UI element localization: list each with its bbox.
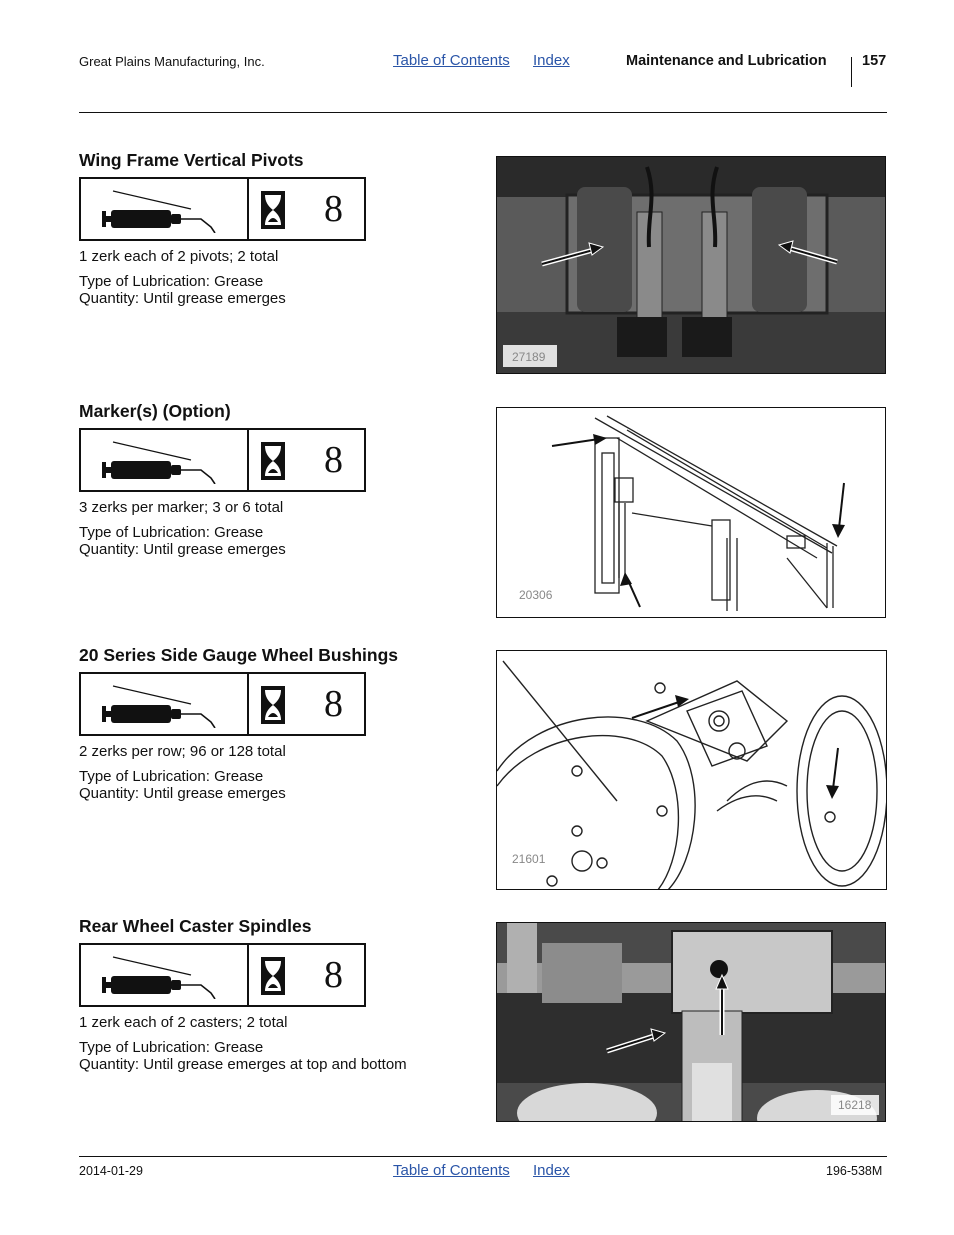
interval-hours: 8 [324, 188, 343, 230]
lube-interval-box [79, 428, 366, 492]
company-name: Great Plains Manufacturing, Inc. [79, 54, 265, 69]
zerk-count: 3 zerks per marker; 3 or 6 total [79, 499, 284, 516]
grease-gun-cell [81, 179, 249, 239]
hourglass-icon [261, 686, 285, 724]
grease-gun-icon [99, 438, 229, 484]
interval-hours: 8 [324, 439, 343, 481]
lubrication-type: Type of Lubrication: Grease [79, 1039, 264, 1056]
section-name: Maintenance and Lubrication [626, 53, 827, 69]
lubrication-quantity: Quantity: Until grease emerges [79, 541, 286, 558]
header-divider [851, 57, 852, 87]
lubrication-type: Type of Lubrication: Grease [79, 768, 264, 785]
interval-cell [249, 179, 364, 239]
lubrication-quantity: Quantity: Until grease emerges at top and bottom [79, 1056, 407, 1073]
zerk-count: 2 zerks per row; 96 or 128 total [79, 743, 286, 760]
lube-interval-box [79, 943, 366, 1007]
figure-number: 27189 [512, 350, 546, 364]
footer-index-link[interactable]: Index [533, 1162, 570, 1179]
figure-number: 20306 [519, 588, 553, 602]
figure-rear-wheel-casters [496, 922, 886, 1122]
caster-spindle-photo [497, 923, 886, 1122]
footer-rule [79, 1156, 887, 1157]
publication-date: 2014-01-29 [79, 1164, 143, 1178]
interval-hours: 8 [324, 683, 343, 725]
figure-number: 21601 [512, 852, 546, 866]
section-markers [79, 401, 499, 558]
lube-interval-box [79, 672, 366, 736]
section-gauge-wheel-bushings [79, 645, 499, 802]
lubrication-quantity: Quantity: Until grease emerges [79, 785, 286, 802]
marker-drawing [497, 408, 886, 618]
section-title: Rear Wheel Caster Spindles [79, 916, 312, 936]
gauge-wheel-drawing [497, 651, 887, 890]
grease-gun-icon [99, 953, 229, 999]
interval-cell [249, 430, 364, 490]
header-toc-link[interactable]: Table of Contents [393, 52, 510, 69]
zerk-count: 1 zerk each of 2 pivots; 2 total [79, 248, 279, 265]
lubrication-type: Type of Lubrication: Grease [79, 273, 264, 290]
header-index-link[interactable]: Index [533, 52, 570, 69]
document-number: 196-538M [826, 1164, 883, 1178]
lube-interval-box [79, 177, 366, 241]
hourglass-icon [261, 957, 285, 995]
hourglass-icon [261, 442, 285, 480]
figure-wing-frame-pivots [496, 156, 886, 374]
figure-number: 16218 [838, 1098, 872, 1112]
lubrication-quantity: Quantity: Until grease emerges [79, 290, 286, 307]
grease-gun-icon [99, 187, 229, 233]
interval-cell [249, 674, 364, 734]
hourglass-icon [261, 191, 285, 229]
figure-markers [496, 407, 886, 618]
grease-gun-icon [99, 682, 229, 728]
section-title: Marker(s) (Option) [79, 401, 231, 421]
grease-gun-cell [81, 674, 249, 734]
section-wing-frame-pivots [79, 150, 499, 307]
footer-toc-link[interactable]: Table of Contents [393, 1162, 510, 1179]
section-rear-wheel-caster-spindles [79, 916, 499, 1073]
header-rule [79, 112, 887, 113]
page-number: 157 [862, 53, 887, 69]
section-title: 20 Series Side Gauge Wheel Bushings [79, 645, 398, 665]
lubrication-type: Type of Lubrication: Grease [79, 524, 264, 541]
wing-pivot-photo [497, 157, 886, 374]
grease-gun-cell [81, 945, 249, 1005]
interval-hours: 8 [324, 954, 343, 996]
zerk-count: 1 zerk each of 2 casters; 2 total [79, 1014, 288, 1031]
grease-gun-cell [81, 430, 249, 490]
figure-gauge-wheel-bushings [496, 650, 887, 890]
interval-cell [249, 945, 364, 1005]
section-title: Wing Frame Vertical Pivots [79, 150, 304, 170]
